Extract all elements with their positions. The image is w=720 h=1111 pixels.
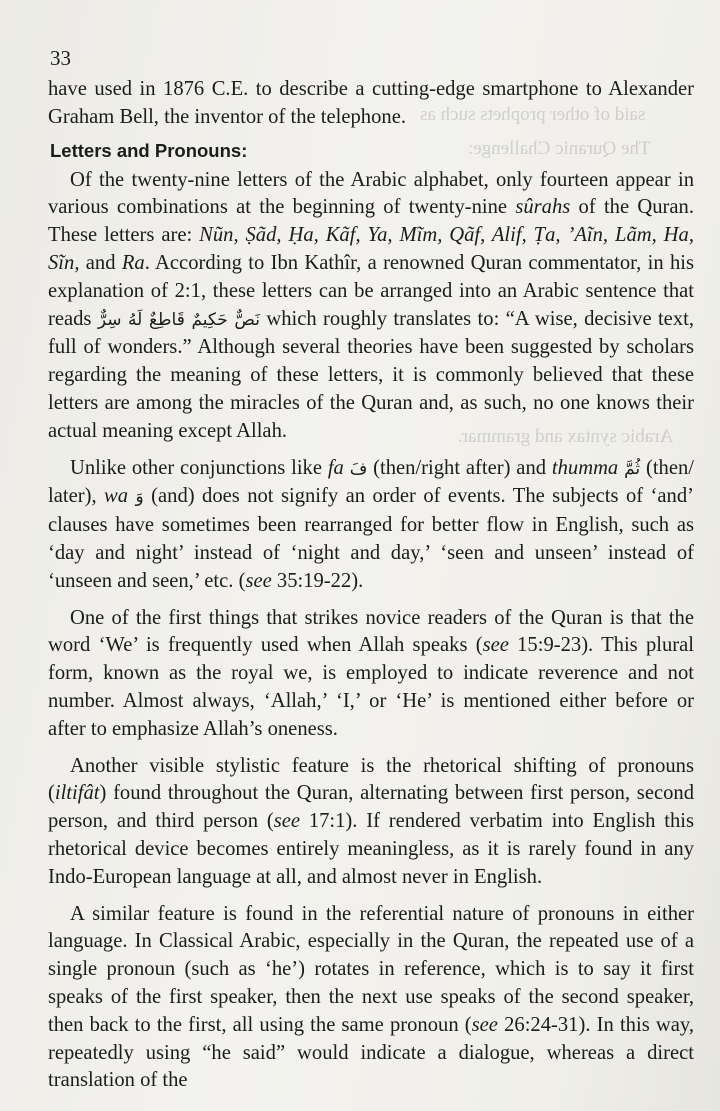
paragraph-iltifat: Another visible stylistic feature is the rhetorical shifting of pronouns (iltifât) found throughout the Quran, alternating between first person, second person, and third person (see 17:1). If rendered verbatim into English this rhetorical device becomes entirely meaningless, as it is rarely found in any Indo-European language at all, and almost never in English. [48, 754, 694, 888]
section-heading: Letters and Pronouns: [50, 139, 248, 161]
arabic-fa: فَ [349, 458, 368, 479]
paragraph-conjunctions: Unlike other conjunctions like fa فَ (then/right after) and thumma ثُمَّ (then/ later), wa وَ (and) does not signify an order of events. The subjects of ‘and’ clauses have sometimes been rearranged for better flow in English, such as ‘day and night’ instead of ‘night and day,’ ‘seen and unseen’ instead of ‘unseen and seen,’ etc. (see 35:19-22). [48, 456, 694, 592]
page-number: 33 [50, 46, 71, 70]
arabic-phrase: نَصٌّ حَكِيمٌ قَاطِعٌ لَهُ سِرٌّ [97, 309, 260, 330]
bleed-through-1: said of other prophets such as [420, 104, 646, 125]
bleed-through-2: The Quranic Challenge: [468, 138, 651, 159]
book-page [48, 44, 694, 1104]
arabic-thumma: ثُمَّ [624, 458, 641, 479]
continued-paragraph: have used in 1876 C.E. to describe a cutting-edge smartphone to Alexander Graham Bell, the inventor of the telephone. [48, 78, 694, 128]
bleed-through-3: Arabic syntax and grammar. [458, 426, 674, 447]
paragraph-royal-we: One of the first things that strikes novice readers of the Quran is that the word ‘We’ is frequently used when Allah speaks (see 15:9-23). This plural form, known as the royal we, is employed to indicate reverence and not number. Almost always, ‘Allah,’ ‘I,’ or ‘He’ is mentioned either before or after to emphasize Allah’s oneness. [48, 606, 694, 740]
paragraph-referential-pronouns: A similar feature is found in the referential nature of pronouns in either language. In Classical Arabic, especially in the Quran, the repeated use of a single pronoun (such as ‘he’) rotates in reference, which is to say it first speaks of the first speaker, then the next use speaks of the second speaker, then back to the first, all using the same pronoun (see 26:24-31). In this way, repeatedly using “he said” would indicate a dialogue, whereas a direct translation of the [48, 902, 694, 1092]
paragraph-letters: Of the twenty-nine letters of the Arabic alphabet, only fourteen appear in various combinations at the beginning of twenty-nine sûrahs of the Quran. These letters are: Nũn, Ṣãd, Ḥa, Kãf, Ya, Mĩm, Qãf, Alif, Ṭa, ’Aĩn, Lãm, Ha, Sĩn, and Ra. According to Ibn Kathîr, a renowned Quran commentator, in his explanation of 2:1, these letters can be arranged into an Arabic sentence that reads نَصٌّ حَكِيمٌ قَاطِعٌ لَهُ سِرٌّ which roughly translates to: “A wise, decisive text, full of wonders.” Although several theories have been suggested by scholars regarding the meaning of these letters, it is commonly believed that these letters are among the miracles of the Quran and, as such, no one knows their actual meaning except Allah. [48, 168, 694, 442]
arabic-wa: وَ [135, 487, 144, 508]
